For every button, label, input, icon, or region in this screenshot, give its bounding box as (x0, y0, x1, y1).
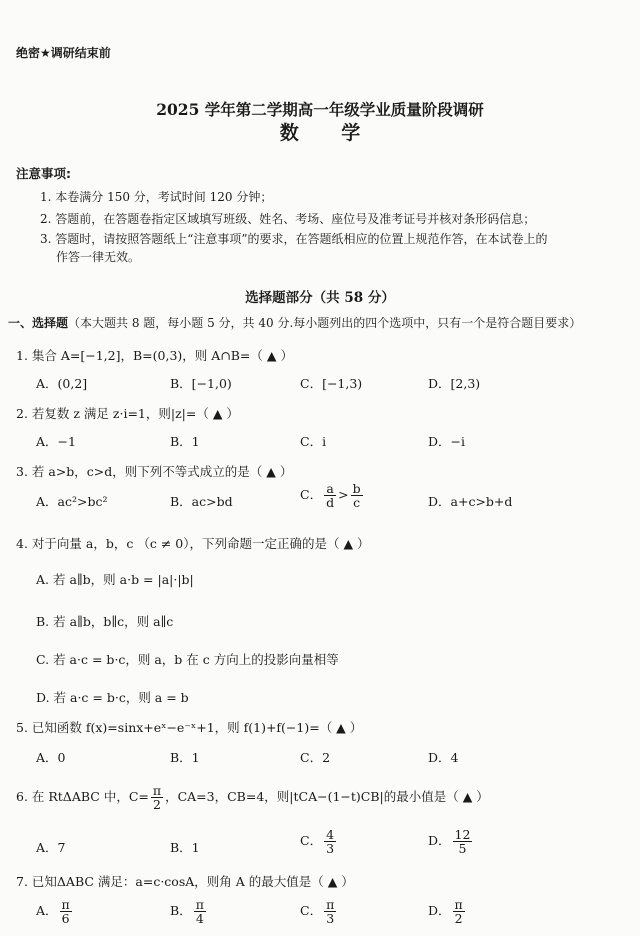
stem-text: 4. 对于向量 (16, 536, 82, 551)
numerator: a (324, 482, 336, 496)
question-6-option-d (428, 828, 474, 855)
option-label: C． (300, 487, 323, 503)
question-3-stem: 3. 若 a>b，c>d，则下列不等式成立的是（ ▲ ） (16, 464, 293, 479)
question-4-option-a: A. 若 a∥b，则 a·b = |a|·|b| (36, 572, 194, 587)
denominator: 3 (326, 841, 335, 857)
notice-heading: 注意事项: (16, 166, 71, 181)
option-label: A． (36, 903, 58, 919)
fraction (60, 898, 72, 925)
question-7-option-d (428, 898, 467, 925)
fraction (324, 828, 336, 855)
question-4-option-b: B. 若 a∥b，b∥c，则 a∥c (36, 614, 174, 629)
numerator: π (152, 783, 162, 798)
question-2-option-d: D．−i (428, 434, 465, 449)
stem-text: ，CA=3，CB=4，则|tCA−(1−t)CB|的最小值是（ ▲ ） (165, 789, 489, 805)
question-7-option-a (36, 898, 74, 925)
numerator: 12 (454, 827, 471, 842)
question-3-option-a: A．ac²>bc² (36, 494, 108, 509)
fraction (453, 828, 473, 855)
denominator: 4 (195, 911, 204, 927)
numerator: π (61, 897, 70, 912)
part-heading (8, 314, 581, 331)
question-7-option-c (300, 898, 338, 925)
option-label: C． (300, 833, 323, 849)
fraction (324, 898, 336, 925)
question-4-option-c: C. 若 a·c = b·c，则 a，b 在 c 方向上的投影向量相等 (36, 652, 339, 667)
notice-item: 1. 本卷满分 150 分，考试时间 120 分钟； (40, 190, 273, 204)
numerator: π (454, 897, 463, 912)
numerator: π (326, 897, 335, 912)
fraction (324, 482, 336, 509)
question-1-option-d: D．[2,3) (428, 376, 481, 391)
question-6-stem (16, 784, 489, 811)
question-5-option-b: B．1 (170, 750, 200, 765)
question-6-option-b: B．1 (170, 840, 200, 855)
option-label: D． (428, 903, 451, 919)
question-5-option-c: C．2 (300, 750, 331, 765)
denominator: 2 (152, 797, 161, 813)
stem-text: ，下列命题一定正确的是（ ▲ ） (189, 536, 370, 551)
question-5-option-a: A．0 (36, 750, 66, 765)
notice-item: 3. 答题时，请按照答题纸上“注意事项”的要求，在答题纸相应的位置上规范作答，在本试卷上的 (40, 232, 548, 246)
question-2-option-a: A．−1 (36, 434, 76, 449)
fraction (351, 482, 363, 509)
confidential-label: 绝密★调研结束前 (16, 46, 111, 60)
exam-title: 2025 学年第二学期高一年级学业质量阶段调研 (156, 100, 484, 119)
denominator: 5 (458, 841, 467, 857)
question-6-option-c (300, 828, 338, 855)
denominator: c (353, 495, 361, 511)
option-label: C． (300, 903, 323, 919)
question-3-option-c (300, 482, 365, 509)
question-1-stem: 1. 集合 A=[−1,2]，B=(0,3)，则 A∩B=（ ▲ ） (16, 348, 293, 363)
question-3-option-b: B．ac>bd (170, 494, 233, 509)
vector-list: a，b，c (85, 536, 134, 551)
denominator: d (326, 495, 335, 511)
section-title: 选择题部分（共 58 分） (245, 290, 395, 306)
question-7-option-b (170, 898, 208, 925)
question-4-option-d: D. 若 a·c = b·c，则 a = b (36, 690, 189, 705)
question-2-option-c: C．i (300, 434, 327, 449)
question-1-option-b: B．[−1,0) (170, 376, 232, 391)
subject-title: 数 学 (279, 122, 379, 144)
numerator: 4 (326, 827, 335, 842)
option-label: D． (428, 833, 451, 849)
fraction (151, 784, 163, 811)
option-label: B． (170, 903, 192, 919)
question-6-option-a: A．7 (36, 840, 66, 855)
operator: > (338, 487, 349, 503)
question-2-stem: 2. 若复数 z 满足 z·i=1，则|z|=（ ▲ ） (16, 406, 239, 421)
denominator: 2 (454, 911, 463, 927)
question-5-stem: 5. 已知函数 f(x)=sinx+eˣ−e⁻ˣ+1，则 f(1)+f(−1)=（ ▲ ） (16, 720, 363, 735)
part-description: （本大题共 8 题，每小题 5 分，共 40 分.每小题列出的四个选项中，只有一个是符合题目要求） (68, 316, 582, 330)
denominator: 6 (61, 911, 70, 927)
part-label: 一、选择题 (8, 316, 69, 330)
notice-item: 作答一律无效。 (56, 250, 141, 264)
question-1-option-a: A．(0,2] (36, 376, 88, 391)
numerator: π (195, 897, 204, 912)
denominator: 3 (326, 911, 335, 927)
question-7-stem: 7. 已知ΔABC 满足：a=c·cosA，则角 A 的最大值是（ ▲ ） (16, 874, 354, 889)
fraction (453, 898, 465, 925)
stem-text: 6. 在 RtΔABC 中，C= (16, 789, 149, 805)
question-3-option-d: D．a+c>b+d (428, 494, 513, 509)
question-5-option-d: D．4 (428, 750, 459, 765)
fraction (194, 898, 206, 925)
numerator: b (352, 481, 361, 496)
question-2-option-b: B．1 (170, 434, 200, 449)
notice-item: 2. 答题前，在答题卷指定区域填写班级、姓名、考场、座位号及准考证号并核对条形码信息； (40, 212, 536, 226)
question-1-option-c: C．[−1,3) (300, 376, 363, 391)
question-4-stem (16, 534, 370, 552)
vector-condition: （c ≠ 0） (137, 536, 190, 551)
